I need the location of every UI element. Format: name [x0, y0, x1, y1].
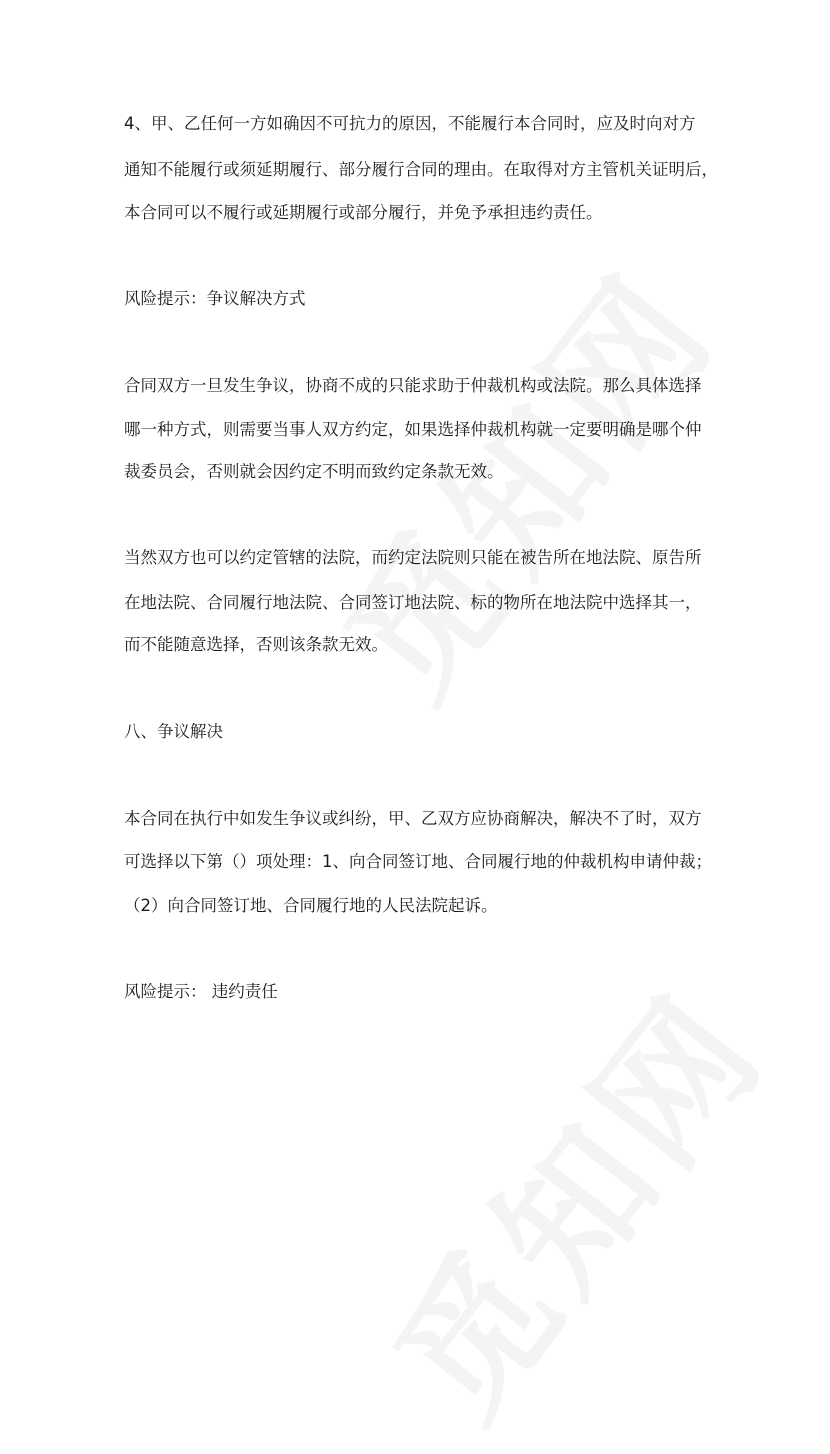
paragraph-line: 本合同在执行中如发生争议或纠纷，甲、乙双方应协商解决，解决不了时，双方: [124, 809, 702, 828]
paragraph-line: 裁委员会，否则就会因约定不明而致约定条款无效。: [124, 462, 504, 481]
paragraph-line: 可选择以下第（）项处理：1、向合同签订地、合同履行地的仲裁机构申请仲裁；: [124, 852, 712, 871]
paragraph-line: 本合同可以不履行或延期履行或部分履行，并免予承担违约责任。: [124, 203, 603, 222]
paragraph-line: 当然双方也可以约定管辖的法院，而约定法院则只能在被告所在地法院、原告所: [124, 548, 702, 567]
paragraph-line: 而不能随意选择，否则该条款无效。: [124, 635, 388, 654]
paragraph-line: 通知不能履行或须延期履行、部分履行合同的理由。在取得对方主管机关证明后，: [124, 160, 718, 179]
watermark: [337, 942, 803, 1453]
section-heading: 八、争议解决: [124, 722, 223, 741]
section-heading: 风险提示： 违约责任: [124, 982, 278, 1001]
paragraph-line: （2）向合同签订地、合同履行地的人民法院起诉。: [124, 896, 498, 915]
paragraph-line: 在地法院、合同履行地法院、合同签订地法院、标的物所在地法院中选择其一，: [124, 593, 702, 612]
paragraph-line: 4、甲、乙任何一方如确因不可抗力的原因，不能履行本合同时，应及时向对方: [124, 114, 696, 133]
paragraph-line: 哪一种方式，则需要当事人双方约定，如果选择仲裁机构就一定要明确是哪个仲: [124, 420, 702, 439]
paragraph-line: 合同双方一旦发生争议，协商不成的只能求助于仲裁机构或法院。那么具体选择: [124, 376, 702, 395]
section-heading: 风险提示：争议解决方式: [124, 289, 306, 308]
